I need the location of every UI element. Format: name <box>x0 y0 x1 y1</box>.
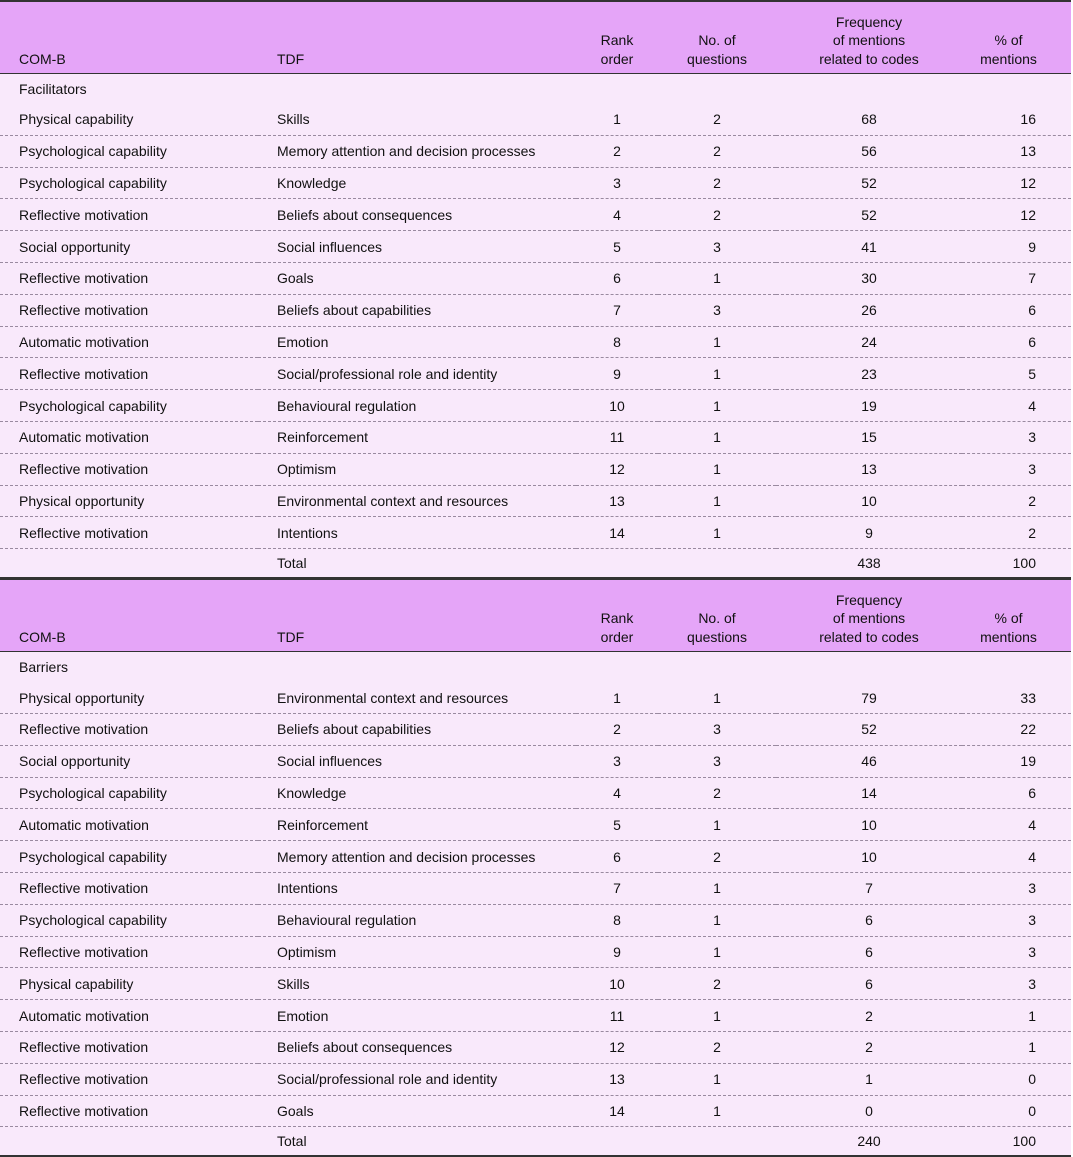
cell-empty <box>0 549 258 579</box>
cell-tdf: Environmental context and resources <box>258 682 576 713</box>
facilitators-body <box>0 74 1071 579</box>
cell-rank: 13 <box>576 485 658 517</box>
cell-percent: 6 <box>962 326 1071 358</box>
cell-rank: 11 <box>576 1000 658 1032</box>
header-tdf: TDF <box>277 628 305 645</box>
cell-tdf: Goals <box>258 262 576 294</box>
cell-frequency: 10 <box>776 841 962 873</box>
cell-questions: 1 <box>658 390 776 422</box>
table-row <box>0 231 1071 263</box>
cell-tdf: Beliefs about capabilities <box>258 713 576 745</box>
cell-rank: 4 <box>576 777 658 809</box>
barriers-table <box>0 579 1071 1157</box>
cell-percent: 13 <box>962 135 1071 167</box>
cell-rank: 14 <box>576 517 658 549</box>
cell-tdf: Social influences <box>258 745 576 777</box>
cell-questions: 1 <box>658 358 776 390</box>
table-row <box>0 421 1071 453</box>
barriers-header <box>0 580 1071 652</box>
cell-comb: Reflective motivation <box>0 1095 258 1127</box>
cell-tdf: Emotion <box>258 1000 576 1032</box>
cell-tdf: Environmental context and resources <box>258 485 576 517</box>
cell-questions: 1 <box>658 517 776 549</box>
cell-rank: 10 <box>576 968 658 1000</box>
table-row <box>0 777 1071 809</box>
cell-tdf: Reinforcement <box>258 809 576 841</box>
cell-tdf: Optimism <box>258 936 576 968</box>
header-percent: % of mentions <box>980 32 1037 67</box>
cell-frequency: 6 <box>776 968 962 1000</box>
cell-comb: Reflective motivation <box>0 713 258 745</box>
cell-percent: 16 <box>962 104 1071 135</box>
cell-comb: Reflective motivation <box>0 872 258 904</box>
cell-comb: Physical opportunity <box>0 485 258 517</box>
cell-tdf: Beliefs about capabilities <box>258 294 576 326</box>
cell-rank: 8 <box>576 904 658 936</box>
cell-comb: Social opportunity <box>0 745 258 777</box>
cell-questions: 2 <box>658 167 776 199</box>
barriers-body <box>0 652 1071 1157</box>
cell-comb: Physical opportunity <box>0 682 258 713</box>
table-row <box>0 841 1071 873</box>
cell-tdf: Intentions <box>258 872 576 904</box>
cell-tdf: Social influences <box>258 231 576 263</box>
cell-comb: Psychological capability <box>0 777 258 809</box>
total-frequency: 438 <box>857 555 881 572</box>
table-row <box>0 713 1071 745</box>
cell-rank: 3 <box>576 167 658 199</box>
table-row <box>0 135 1071 167</box>
cell-frequency: 10 <box>776 809 962 841</box>
cell-rank: 8 <box>576 326 658 358</box>
cell-tdf: Behavioural regulation <box>258 904 576 936</box>
cell-questions: 1 <box>658 936 776 968</box>
cell-frequency: 56 <box>776 135 962 167</box>
cell-questions: 3 <box>658 294 776 326</box>
cell-comb: Automatic motivation <box>0 809 258 841</box>
cell-frequency: 14 <box>776 777 962 809</box>
table-row <box>0 936 1071 968</box>
cell-percent: 2 <box>962 517 1071 549</box>
cell-empty <box>658 1127 776 1157</box>
cell-comb: Physical capability <box>0 968 258 1000</box>
cell-comb: Reflective motivation <box>0 262 258 294</box>
cell-frequency: 79 <box>776 682 962 713</box>
cell-tdf: Knowledge <box>258 777 576 809</box>
cell-questions: 3 <box>658 231 776 263</box>
cell-tdf: Knowledge <box>258 167 576 199</box>
cell-questions: 1 <box>658 1063 776 1095</box>
cell-questions: 1 <box>658 1095 776 1127</box>
cell-questions: 2 <box>658 777 776 809</box>
cell-percent: 4 <box>962 390 1071 422</box>
header-frequency: Frequency of mentions related to codes <box>819 13 919 67</box>
cell-frequency: 24 <box>776 326 962 358</box>
section-row <box>0 74 1071 105</box>
cell-comb: Automatic motivation <box>0 326 258 358</box>
cell-frequency: 13 <box>776 453 962 485</box>
header-percent: % of mentions <box>980 610 1037 645</box>
section-label: Barriers <box>19 659 69 676</box>
cell-tdf: Skills <box>258 968 576 1000</box>
cell-percent: 3 <box>962 453 1071 485</box>
cell-questions: 1 <box>658 682 776 713</box>
cell-rank: 6 <box>576 841 658 873</box>
cell-rank: 1 <box>576 104 658 135</box>
cell-percent: 3 <box>962 904 1071 936</box>
header-tdf: TDF <box>277 50 305 67</box>
cell-comb: Reflective motivation <box>0 358 258 390</box>
cell-comb: Reflective motivation <box>0 517 258 549</box>
cell-rank: 9 <box>576 936 658 968</box>
cell-empty <box>576 549 658 579</box>
cell-comb: Reflective motivation <box>0 1063 258 1095</box>
cell-comb: Physical capability <box>0 104 258 135</box>
cell-percent: 0 <box>962 1095 1071 1127</box>
section-label: Facilitators <box>19 81 87 97</box>
cell-questions: 1 <box>658 421 776 453</box>
cell-frequency: 15 <box>776 421 962 453</box>
cell-rank: 2 <box>576 713 658 745</box>
table-row <box>0 294 1071 326</box>
table-row <box>0 517 1071 549</box>
cell-questions: 3 <box>658 745 776 777</box>
header-frequency: Frequency of mentions related to codes <box>819 591 919 645</box>
cell-questions: 2 <box>658 135 776 167</box>
table-row <box>0 485 1071 517</box>
cell-frequency: 1 <box>776 1063 962 1095</box>
cell-rank: 3 <box>576 745 658 777</box>
total-row <box>0 1127 1071 1157</box>
cell-questions: 2 <box>658 1031 776 1063</box>
cell-frequency: 23 <box>776 358 962 390</box>
header-questions: No. of questions <box>687 610 747 645</box>
cell-frequency: 2 <box>776 1000 962 1032</box>
cell-rank: 4 <box>576 199 658 231</box>
total-percent: 100 <box>1012 555 1036 572</box>
cell-questions: 2 <box>658 104 776 135</box>
facilitators-table <box>0 0 1071 579</box>
cell-comb: Psychological capability <box>0 904 258 936</box>
cell-comb: Reflective motivation <box>0 199 258 231</box>
cell-comb: Automatic motivation <box>0 421 258 453</box>
cell-percent: 3 <box>962 968 1071 1000</box>
cell-percent: 12 <box>962 167 1071 199</box>
table-row <box>0 262 1071 294</box>
cell-questions: 1 <box>658 485 776 517</box>
table-row <box>0 1095 1071 1127</box>
cell-percent: 0 <box>962 1063 1071 1095</box>
table-row <box>0 968 1071 1000</box>
cell-rank: 12 <box>576 453 658 485</box>
cell-questions: 1 <box>658 326 776 358</box>
cell-rank: 13 <box>576 1063 658 1095</box>
cell-percent: 6 <box>962 777 1071 809</box>
cell-rank: 10 <box>576 390 658 422</box>
table-row <box>0 390 1071 422</box>
cell-frequency: 9 <box>776 517 962 549</box>
cell-percent: 33 <box>962 682 1071 713</box>
cell-frequency: 52 <box>776 199 962 231</box>
total-percent: 100 <box>1012 1133 1036 1150</box>
cell-tdf: Intentions <box>258 517 576 549</box>
cell-tdf: Memory attention and decision processes <box>258 135 576 167</box>
cell-rank: 7 <box>576 872 658 904</box>
cell-percent: 3 <box>962 872 1071 904</box>
cell-tdf: Behavioural regulation <box>258 390 576 422</box>
cell-rank: 5 <box>576 809 658 841</box>
table-row <box>0 104 1071 135</box>
cell-tdf: Beliefs about consequences <box>258 199 576 231</box>
table-row <box>0 326 1071 358</box>
table-row <box>0 1000 1071 1032</box>
cell-frequency: 6 <box>776 936 962 968</box>
cell-percent: 4 <box>962 809 1071 841</box>
cell-tdf: Beliefs about consequences <box>258 1031 576 1063</box>
cell-tdf: Goals <box>258 1095 576 1127</box>
cell-rank: 14 <box>576 1095 658 1127</box>
cell-comb: Psychological capability <box>0 841 258 873</box>
table-row <box>0 1031 1071 1063</box>
cell-frequency: 10 <box>776 485 962 517</box>
cell-questions: 2 <box>658 841 776 873</box>
cell-questions: 2 <box>658 968 776 1000</box>
cell-percent: 9 <box>962 231 1071 263</box>
total-frequency: 240 <box>857 1133 881 1150</box>
cell-tdf: Reinforcement <box>258 421 576 453</box>
total-row <box>0 549 1071 579</box>
cell-questions: 1 <box>658 453 776 485</box>
cell-frequency: 0 <box>776 1095 962 1127</box>
cell-frequency: 6 <box>776 904 962 936</box>
cell-frequency: 68 <box>776 104 962 135</box>
table-row <box>0 745 1071 777</box>
cell-frequency: 7 <box>776 872 962 904</box>
cell-frequency: 46 <box>776 745 962 777</box>
table-row <box>0 809 1071 841</box>
cell-percent: 19 <box>962 745 1071 777</box>
cell-percent: 3 <box>962 421 1071 453</box>
cell-tdf: Emotion <box>258 326 576 358</box>
cell-rank: 6 <box>576 262 658 294</box>
cell-comb: Reflective motivation <box>0 294 258 326</box>
cell-comb: Psychological capability <box>0 135 258 167</box>
cell-frequency: 41 <box>776 231 962 263</box>
cell-tdf: Optimism <box>258 453 576 485</box>
cell-empty <box>576 1127 658 1157</box>
cell-questions: 1 <box>658 262 776 294</box>
header-comb: COM-B <box>19 628 66 645</box>
cell-rank: 7 <box>576 294 658 326</box>
facilitators-header <box>0 1 1071 74</box>
cell-rank: 1 <box>576 682 658 713</box>
cell-percent: 1 <box>962 1031 1071 1063</box>
header-rank: Rank order <box>600 610 634 645</box>
table-row <box>0 904 1071 936</box>
cell-questions: 1 <box>658 872 776 904</box>
table-row <box>0 167 1071 199</box>
cell-frequency: 2 <box>776 1031 962 1063</box>
header-rank: Rank order <box>600 32 634 67</box>
cell-comb: Social opportunity <box>0 231 258 263</box>
total-label: Total <box>277 1133 307 1150</box>
cell-rank: 12 <box>576 1031 658 1063</box>
cell-rank: 2 <box>576 135 658 167</box>
cell-comb: Reflective motivation <box>0 1031 258 1063</box>
cell-percent: 6 <box>962 294 1071 326</box>
cell-comb: Reflective motivation <box>0 453 258 485</box>
table-row <box>0 1063 1071 1095</box>
cell-tdf: Skills <box>258 104 576 135</box>
cell-empty <box>0 1127 258 1157</box>
table-row <box>0 358 1071 390</box>
section-row <box>0 652 1071 683</box>
cell-tdf: Social/professional role and identity <box>258 358 576 390</box>
cell-frequency: 30 <box>776 262 962 294</box>
cell-frequency: 52 <box>776 713 962 745</box>
cell-questions: 1 <box>658 809 776 841</box>
table-row <box>0 682 1071 713</box>
total-label: Total <box>277 555 307 572</box>
cell-rank: 9 <box>576 358 658 390</box>
table-row <box>0 453 1071 485</box>
cell-rank: 5 <box>576 231 658 263</box>
header-comb: COM-B <box>19 50 66 67</box>
table-row <box>0 199 1071 231</box>
cell-tdf: Memory attention and decision processes <box>258 841 576 873</box>
cell-percent: 22 <box>962 713 1071 745</box>
cell-frequency: 52 <box>776 167 962 199</box>
cell-percent: 1 <box>962 1000 1071 1032</box>
cell-percent: 12 <box>962 199 1071 231</box>
cell-tdf: Social/professional role and identity <box>258 1063 576 1095</box>
table-row <box>0 872 1071 904</box>
cell-comb: Reflective motivation <box>0 936 258 968</box>
cell-comb: Psychological capability <box>0 167 258 199</box>
cell-frequency: 19 <box>776 390 962 422</box>
cell-comb: Automatic motivation <box>0 1000 258 1032</box>
cell-empty <box>658 549 776 579</box>
cell-percent: 7 <box>962 262 1071 294</box>
cell-questions: 3 <box>658 713 776 745</box>
cell-percent: 5 <box>962 358 1071 390</box>
cell-rank: 11 <box>576 421 658 453</box>
cell-questions: 1 <box>658 1000 776 1032</box>
cell-percent: 4 <box>962 841 1071 873</box>
cell-frequency: 26 <box>776 294 962 326</box>
cell-percent: 3 <box>962 936 1071 968</box>
cell-percent: 2 <box>962 485 1071 517</box>
cell-comb: Psychological capability <box>0 390 258 422</box>
cell-questions: 1 <box>658 904 776 936</box>
cell-questions: 2 <box>658 199 776 231</box>
header-questions: No. of questions <box>687 32 747 67</box>
